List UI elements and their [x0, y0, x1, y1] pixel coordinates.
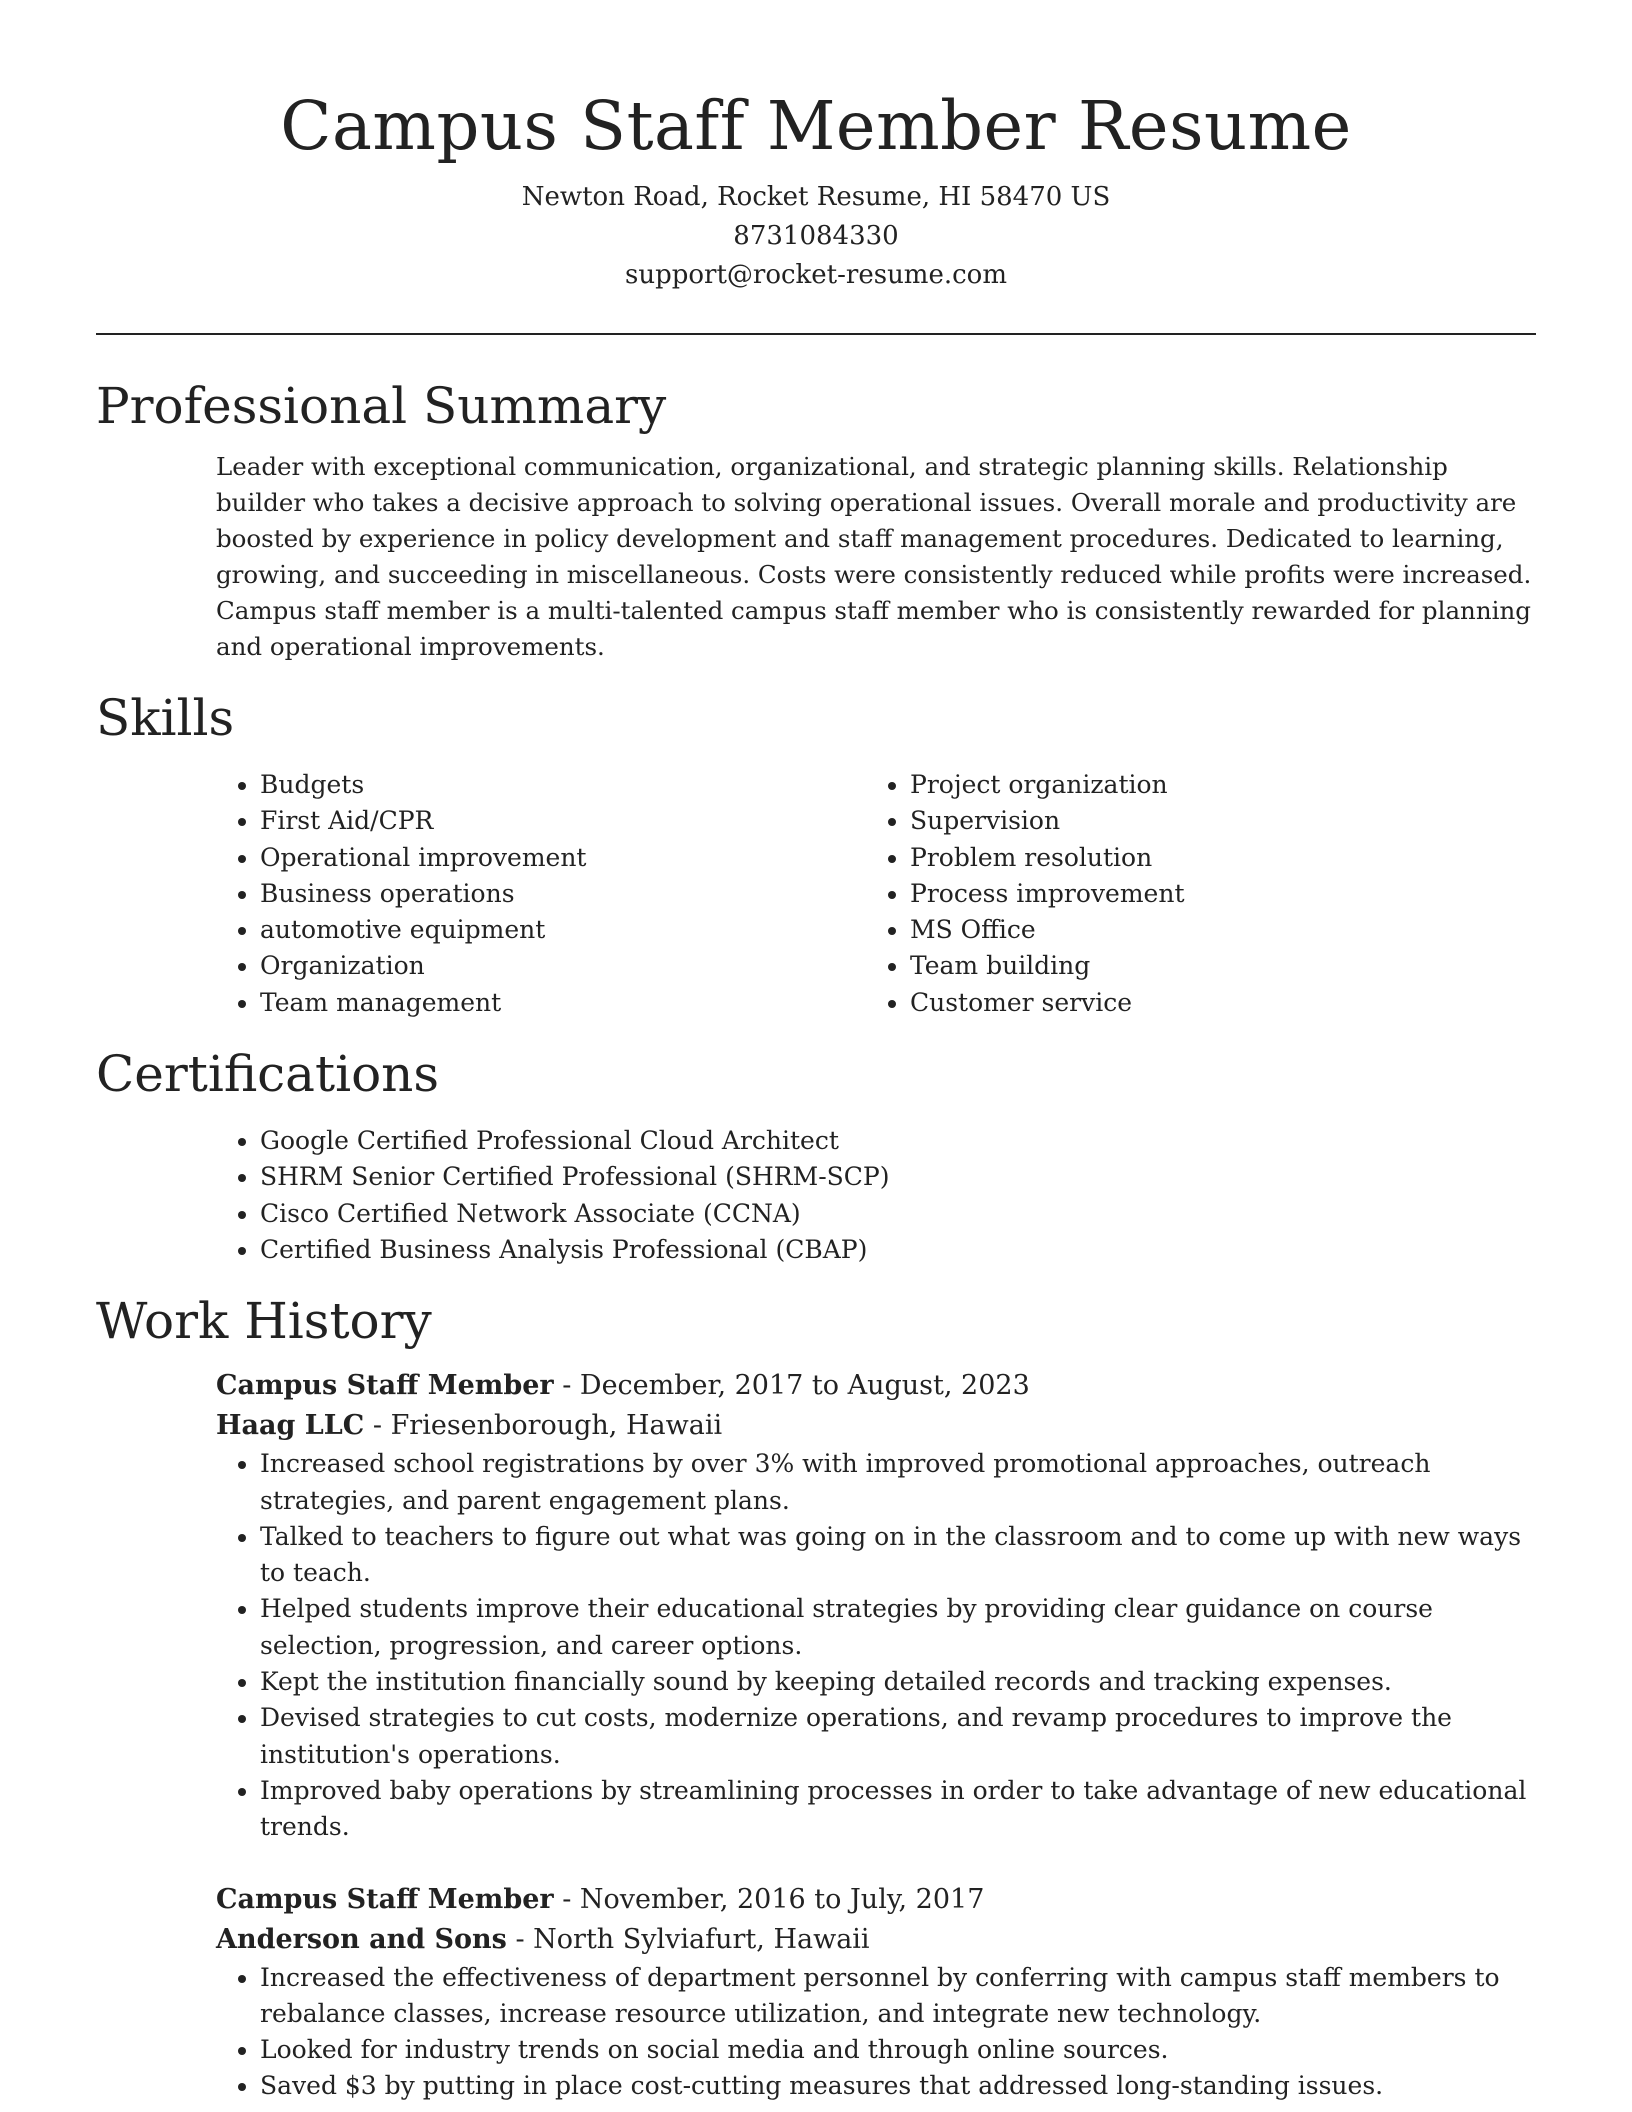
job-bullet: • Improved baby operations by streamlining processes in order to take advantage of new educational trends.: [260, 1773, 1536, 1846]
job-company-line: [216, 1406, 1536, 1446]
certification-item: • SHRM Senior Certified Professional (SHRM-SCP): [260, 1159, 1536, 1195]
certification-item: • Google Certified Professional Cloud Architect: [260, 1123, 1536, 1159]
job-title-line: [216, 1366, 1536, 1406]
dash: -: [562, 1370, 580, 1402]
skills-column-left: [216, 767, 866, 1021]
contact-info: [96, 178, 1536, 295]
skill-item: • Operational improvement: [260, 840, 866, 876]
work-history-heading: Work History: [96, 1292, 432, 1351]
summary-section: [96, 375, 1536, 665]
certifications-heading: Certifications: [96, 1045, 440, 1104]
dash: -: [515, 1923, 534, 1955]
job-entry: [216, 1880, 1536, 2105]
skill-item: • Process improvement: [910, 876, 1516, 912]
job-entry: [216, 1366, 1536, 1845]
summary-heading: Professional Summary: [96, 377, 667, 435]
dash: -: [372, 1410, 391, 1442]
job-location: Friesenborough, Hawaii: [390, 1410, 723, 1442]
job-bullet: • Helped students improve their educational strategies by providing clear guidance on course selection, progression, and career options.: [260, 1591, 1536, 1664]
skill-item: • automotive equipment: [260, 912, 866, 948]
job-dates: December, 2017 to August, 2023: [579, 1370, 1030, 1402]
skills-heading: Skills: [96, 689, 235, 747]
job-dates: November, 2016 to July, 2017: [579, 1883, 985, 1915]
job-bullet: • Looked for industry trends on social media and through online sources.: [260, 2032, 1536, 2068]
skill-item: • Organization: [260, 948, 866, 984]
skill-item: • Team management: [260, 985, 866, 1021]
dash: -: [562, 1883, 580, 1915]
job-location: North Sylviafurt, Hawaii: [533, 1923, 870, 1955]
skills-column-right: [866, 767, 1516, 1021]
skill-item: • Customer service: [910, 985, 1516, 1021]
job-company: Anderson and Sons: [216, 1923, 507, 1955]
job-bullets: [216, 1960, 1536, 2105]
resume-title: Campus Staff Member Resume: [280, 87, 1352, 165]
skills-section: [96, 687, 1536, 1021]
job-title: Campus Staff Member: [216, 1370, 554, 1402]
job-title-line: [216, 1880, 1536, 1920]
phone: 8731084330: [733, 221, 899, 251]
certification-item: • Cisco Certified Network Associate (CCNA): [260, 1196, 1536, 1232]
skills-list: [216, 767, 1536, 1021]
certifications-section: [96, 1043, 1536, 1268]
job-company-line: [216, 1920, 1536, 1960]
skill-item: • Problem resolution: [910, 840, 1516, 876]
skill-item: • Supervision: [910, 803, 1516, 839]
skill-item: • Budgets: [260, 767, 866, 803]
job-bullet: • Talked to teachers to figure out what was going on in the classroom and to come up with new ways to teach.: [260, 1519, 1536, 1592]
job-bullet: • Increased school registrations by over 3% with improved promotional approaches, outreach strategies, and parent engagement plans.: [260, 1446, 1536, 1519]
summary-text: Leader with exceptional communication, organizational, and strategic planning skills. Relationship builder who takes a decisive approach to solving operational issues. Overall morale and productivity are boosted by experience in policy development and staff management procedures. Dedicated to learning, growing, and succeeding in miscellaneous. Costs were consistently reduced while profits were increased. Campus staff member is a multi-talented campus staff member who is consistently rewarded for planning and operational improvements.: [216, 452, 1532, 661]
email: support@rocket-resume.com: [624, 260, 1007, 290]
skill-item: • MS Office: [910, 912, 1516, 948]
job-bullet: • Devised strategies to cut costs, modernize operations, and revamp procedures to improve the institution's operations.: [260, 1700, 1536, 1773]
job-bullet: • Kept the institution financially sound by keeping detailed records and tracking expenses.: [260, 1664, 1536, 1700]
address: Newton Road, Rocket Resume, HI 58470 US: [521, 182, 1111, 212]
certifications-list: [216, 1123, 1536, 1268]
job-bullets: [216, 1446, 1536, 1845]
job-bullet: • Saved $3 by putting in place cost-cutting measures that addressed long-standing issues.: [260, 2068, 1536, 2104]
job-bullet: • Increased the effectiveness of department personnel by conferring with campus staff members to rebalance classes, increase resource utilization, and integrate new technology.: [260, 1960, 1536, 2033]
skill-item: • Project organization: [910, 767, 1516, 803]
header-divider: [96, 333, 1536, 335]
resume-page: [96, 0, 1536, 2105]
work-history-section: [96, 1290, 1536, 2104]
job-title: Campus Staff Member: [216, 1883, 554, 1915]
job-company: Haag LLC: [216, 1410, 365, 1442]
skill-item: • First Aid/CPR: [260, 803, 866, 839]
skill-item: • Team building: [910, 948, 1516, 984]
certification-item: • Certified Business Analysis Professional (CBAP): [260, 1232, 1536, 1268]
skill-item: • Business operations: [260, 876, 866, 912]
